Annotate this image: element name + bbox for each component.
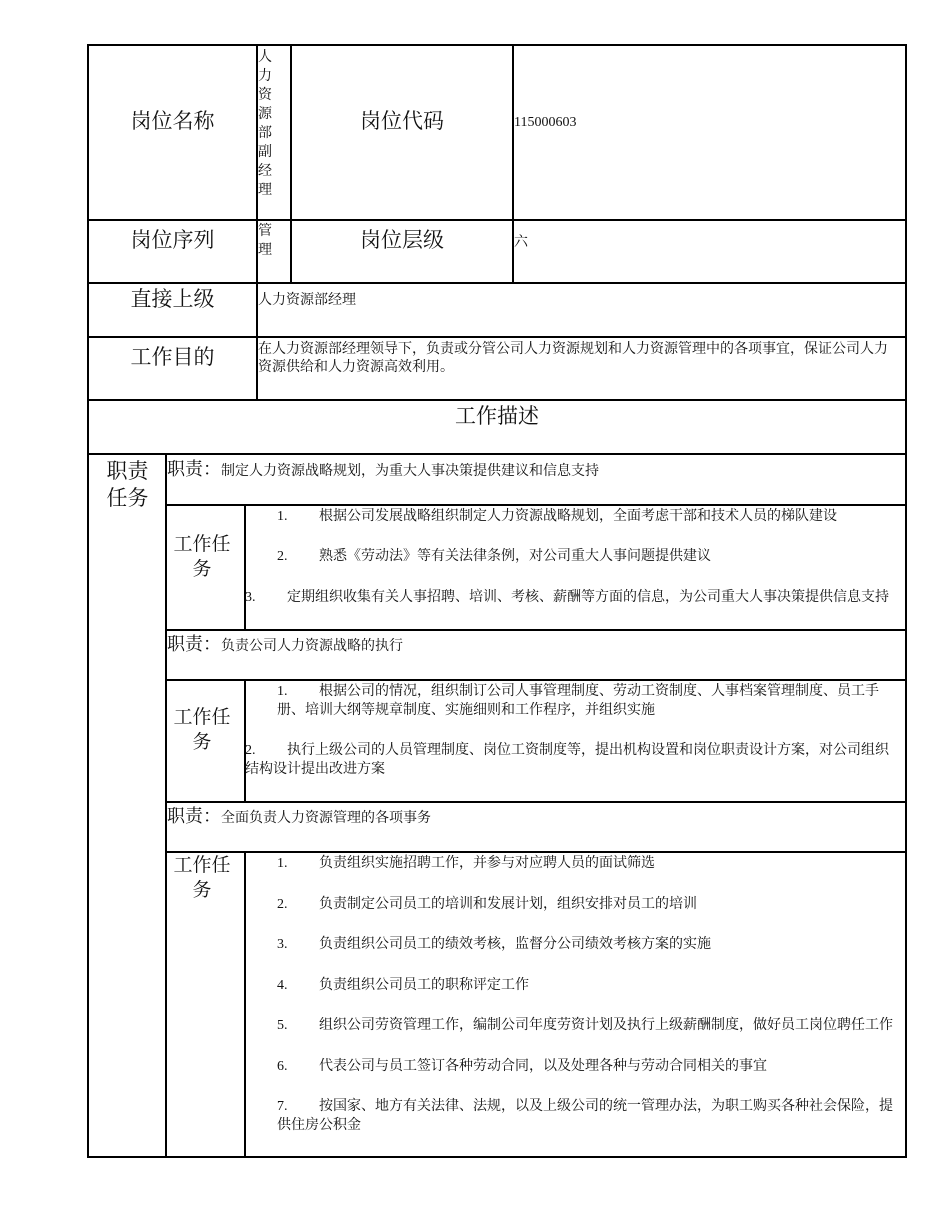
task-label: 工作任务 <box>173 854 231 901</box>
task-text: 负责组织公司员工的职称评定工作 <box>319 977 529 993</box>
task-number: 1. <box>277 509 288 524</box>
task-number: 2. <box>245 743 256 758</box>
task-label: 工作任务 <box>173 533 231 580</box>
task-text: 组织公司劳资管理工作，编制公司年度劳资计划及执行上级薪酬制度，做好员工岗位聘任工作 <box>319 1017 893 1033</box>
duties-label: 职责任务 <box>106 459 149 510</box>
post-name-label: 岗位名称 <box>130 109 215 133</box>
task-item <box>277 682 897 720</box>
task-text: 负责制定公司员工的培训和发展计划，组织安排对员工的培训 <box>319 896 697 912</box>
task-number: 4. <box>277 978 288 993</box>
task-text: 负责组织公司员工的绩效考核，监督分公司绩效考核方案的实施 <box>319 936 711 952</box>
task-number: 3. <box>277 937 288 952</box>
table-border-left <box>87 44 89 1158</box>
col-divider <box>244 504 246 631</box>
row-divider <box>165 629 907 631</box>
task-item <box>277 935 897 954</box>
task-item <box>277 507 897 526</box>
task-item <box>277 1016 901 1035</box>
task-number: 2. <box>277 549 288 564</box>
description-title: 工作描述 <box>455 404 539 428</box>
task-number: 6. <box>277 1059 288 1074</box>
row-divider <box>87 399 907 401</box>
task-number: 5. <box>277 1018 288 1033</box>
purpose-value: 在人力资源部经理领导下，负责或分管公司人力资源规划和人力资源管理中的各项事宜，保证公司人力资源供给和人力资源高效利用。 <box>258 341 888 375</box>
task-number: 1. <box>277 856 288 871</box>
post-level-value: 六 <box>514 234 528 250</box>
row-divider <box>165 851 907 853</box>
row-divider <box>165 679 907 681</box>
row-divider <box>87 336 907 338</box>
task-item <box>277 895 897 914</box>
row-divider <box>165 504 907 506</box>
row-divider <box>87 219 907 221</box>
responsibility-text: 负责公司人力资源战略的执行 <box>221 638 403 654</box>
task-number: 7. <box>277 1099 288 1114</box>
task-item <box>277 547 897 566</box>
row-divider <box>87 453 907 455</box>
task-text: 按国家、地方有关法律、法规，以及上级公司的统一管理办法，为职工购买各种社会保险，提供住房公积金 <box>277 1098 893 1133</box>
post-sequence-value: 管理 <box>258 223 272 258</box>
responsibility-text: 制定人力资源战略规划，为重大人事决策提供建议和信息支持 <box>221 463 599 479</box>
post-level-label: 岗位层级 <box>360 228 444 252</box>
responsibility-header <box>167 805 431 828</box>
purpose-label: 工作目的 <box>130 345 215 369</box>
superior-value: 人力资源部经理 <box>258 292 356 308</box>
task-text: 负责组织实施招聘工作，并参与对应聘人员的面试筛选 <box>319 855 655 871</box>
task-item <box>277 1057 897 1076</box>
post-name-value: 人力资源部副经理 <box>258 49 272 198</box>
table-border-bottom <box>87 1156 907 1158</box>
responsibility-label: 职责： <box>167 459 221 480</box>
post-code-value: 115000603 <box>514 115 577 130</box>
task-number: 2. <box>277 897 288 912</box>
responsibility-label: 职责： <box>167 634 221 655</box>
task-label: 工作任务 <box>173 706 231 753</box>
task-item <box>245 588 903 607</box>
post-code-label: 岗位代码 <box>360 109 444 133</box>
task-number: 1. <box>277 684 288 699</box>
responsibility-header <box>167 458 599 481</box>
task-text: 熟悉《劳动法》等有关法律条例，对公司重大人事问题提供建议 <box>319 548 711 564</box>
responsibility-label: 职责： <box>167 806 221 827</box>
table-border-right <box>905 44 907 1158</box>
post-sequence-label: 岗位序列 <box>130 228 215 252</box>
task-text: 代表公司与员工签订各种劳动合同，以及处理各种与劳动合同相关的事宜 <box>319 1058 767 1074</box>
table-border-top <box>87 44 907 46</box>
superior-label: 直接上级 <box>130 287 215 311</box>
task-item <box>277 1097 897 1135</box>
task-text: 根据公司的情况，组织制订公司人事管理制度、劳动工资制度、人事档案管理制度、员工手册、培训大纲等规章制度、实施细则和工作程序，并组织实施 <box>277 683 879 718</box>
responsibility-header <box>167 633 403 656</box>
responsibility-text: 全面负责人力资源管理的各项事务 <box>221 810 431 826</box>
task-text: 定期组织收集有关人事招聘、培训、考核、薪酬等方面的信息，为公司重大人事决策提供信息支持 <box>287 589 889 605</box>
task-text: 根据公司发展战略组织制定人力资源战略规划，全面考虑干部和技术人员的梯队建设 <box>319 508 837 524</box>
task-item <box>277 976 897 995</box>
row-divider <box>165 801 907 803</box>
row-divider <box>87 282 907 284</box>
col-divider <box>244 851 246 1158</box>
task-item <box>277 854 897 873</box>
task-text: 执行上级公司的人员管理制度、岗位工资制度等，提出机构设置和岗位职责设计方案，对公司组织结构设计提出改进方案 <box>245 742 889 777</box>
task-number: 3. <box>245 590 256 605</box>
task-item <box>245 741 897 779</box>
